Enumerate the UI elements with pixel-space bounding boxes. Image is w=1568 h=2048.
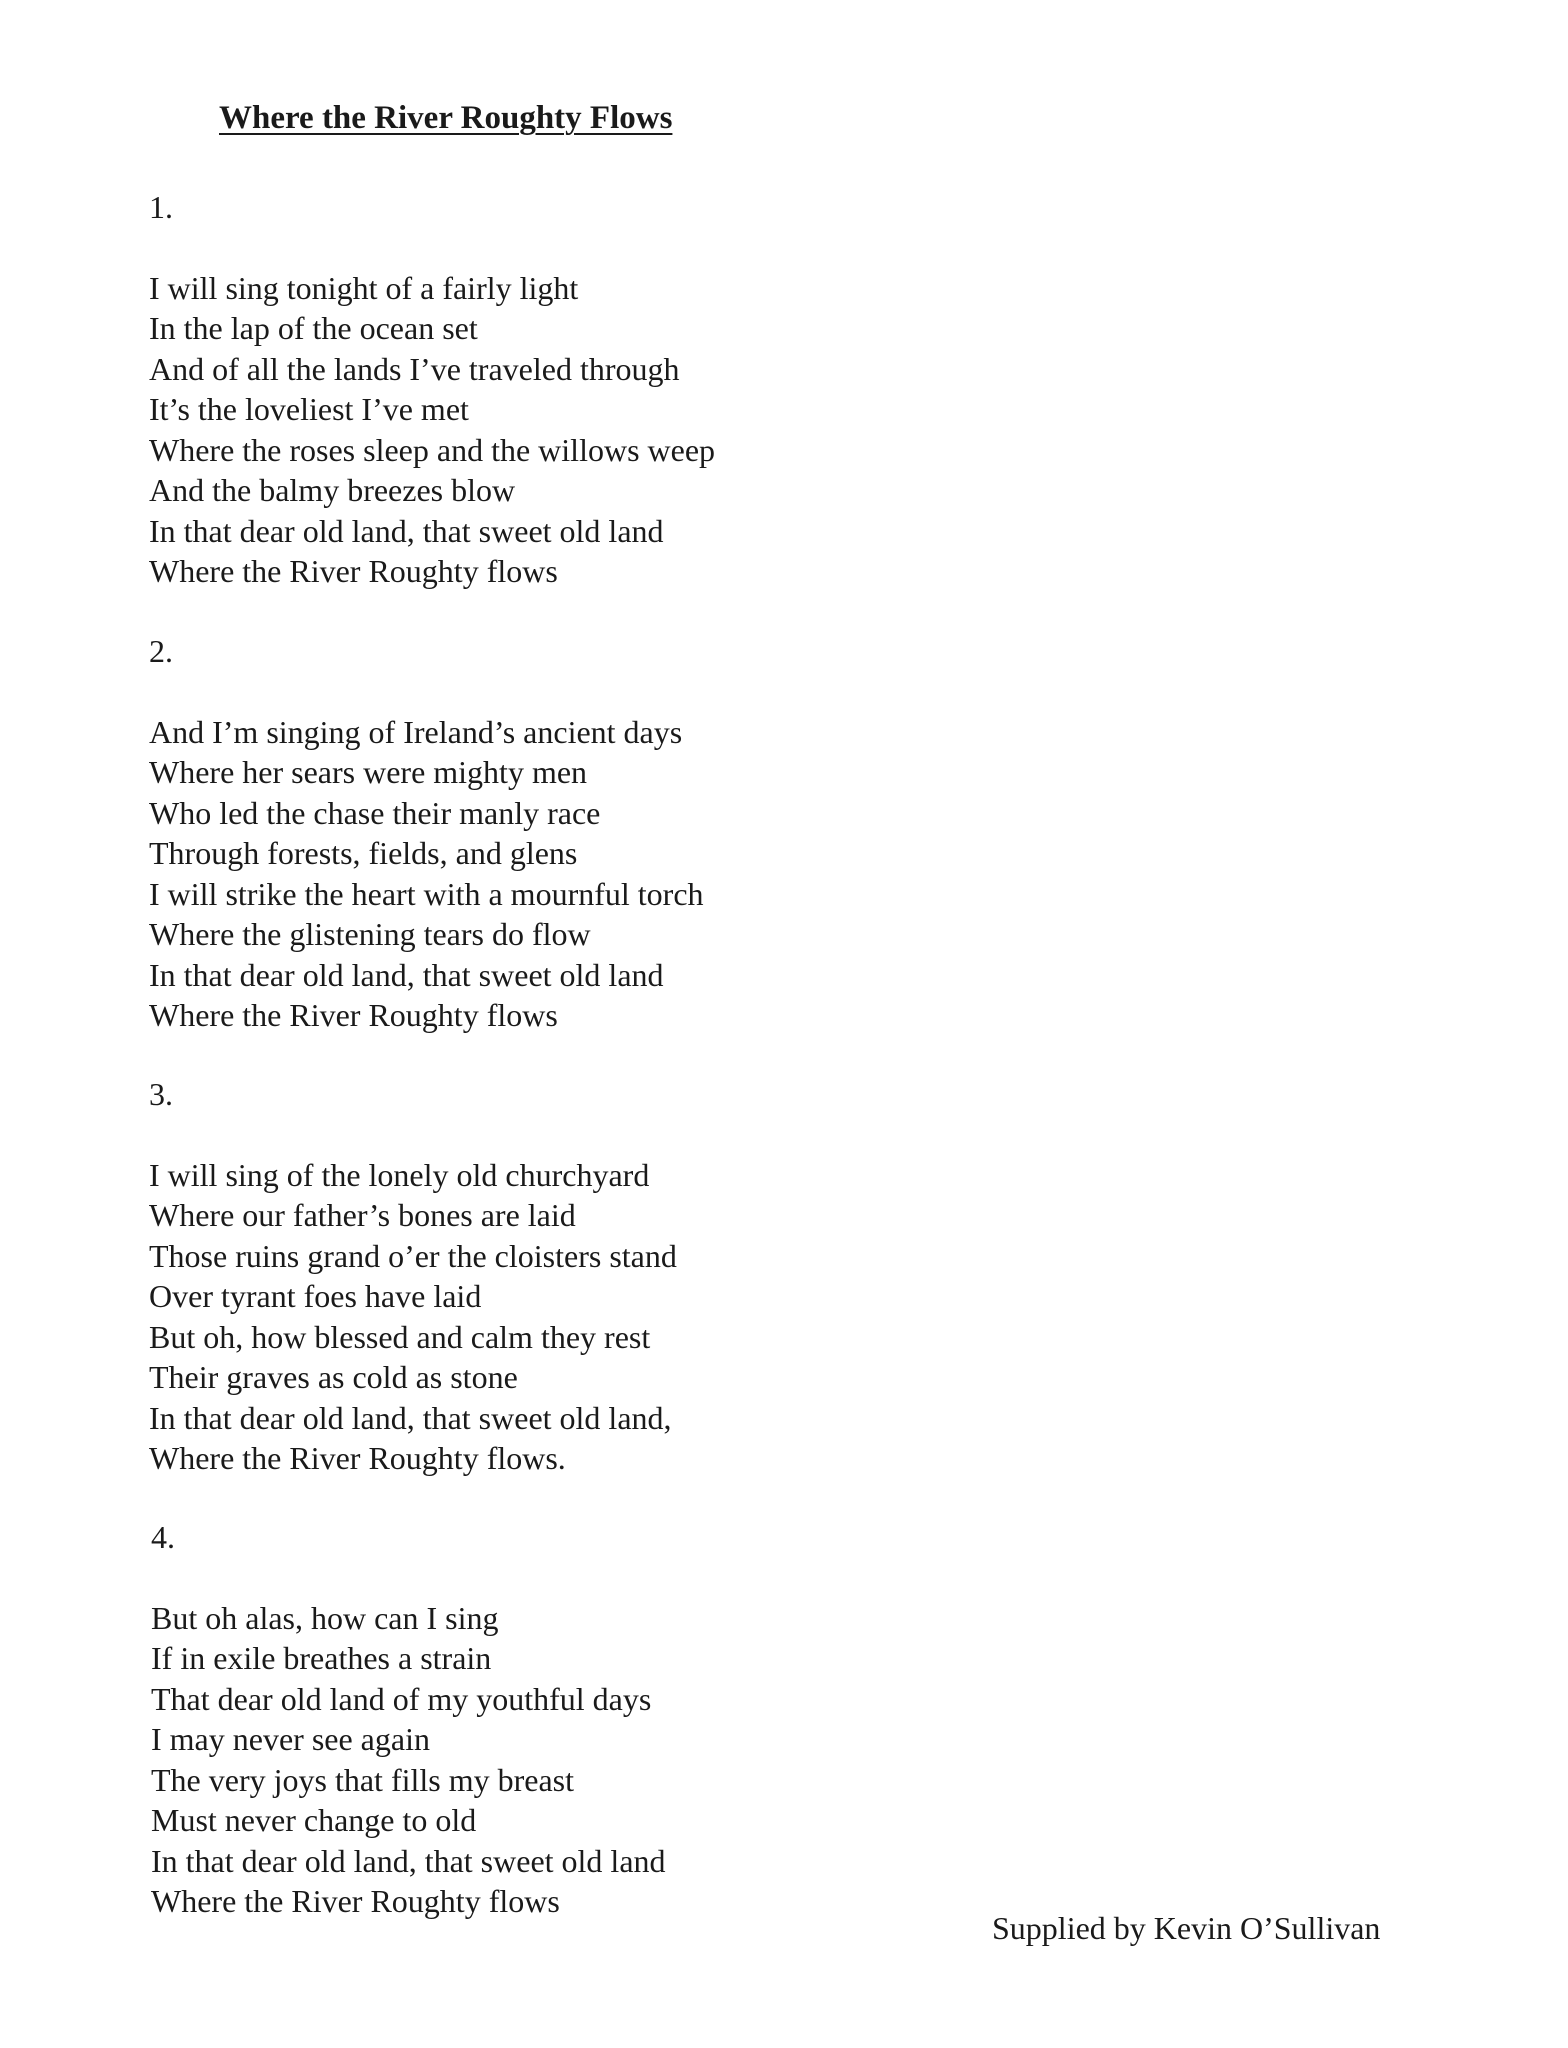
verse-line: But oh alas, how can I sing: [151, 1599, 499, 1636]
verse-line: Where the River Roughty flows: [149, 553, 558, 589]
verse-line: If in exile breathes a strain: [151, 1640, 492, 1676]
verse-line: Where her sears were mighty men: [149, 754, 588, 790]
verse-number: 3.: [149, 1076, 173, 1112]
verse-line: Where the River Roughty flows: [151, 1883, 560, 1919]
verse-line: Their graves as cold as stone: [149, 1359, 518, 1395]
verse-line: Where the glistening tears do flow: [149, 916, 591, 952]
verse-line: Over tyrant foes have laid: [149, 1278, 482, 1314]
verse-line: Where the River Roughty flows: [149, 997, 558, 1033]
verse-line: I will sing tonight of a fairly light: [149, 269, 579, 306]
verse: [149, 1074, 677, 1479]
verse: [149, 631, 704, 1036]
verse-line: Where our father’s bones are laid: [149, 1197, 576, 1233]
verse-line: But oh, how blessed and calm they rest: [149, 1318, 651, 1355]
verse-line: I may never see again: [151, 1721, 430, 1757]
verse-line: The very joys that fills my breast: [151, 1761, 575, 1798]
verse-line: In the lap of the ocean set: [149, 310, 478, 346]
supplied-by-credit: Supplied by Kevin O’Sullivan: [992, 1910, 1381, 1946]
verse-lines: [149, 1155, 677, 1479]
verse-line: In that dear old land, that sweet old land: [151, 1842, 666, 1879]
verse-line: In that dear old land, that sweet old land: [149, 956, 664, 993]
verse-line: That dear old land of my youthful days: [151, 1680, 652, 1717]
verse-line: Those ruins grand o’er the cloisters stand: [149, 1237, 677, 1274]
verse-line: Where the roses sleep and the willows weep: [149, 431, 716, 468]
verse-lines: [149, 712, 704, 1036]
verse-lines: [149, 268, 715, 592]
verse-line: And of all the lands I’ve traveled through: [149, 350, 680, 387]
verse-number: 2.: [149, 633, 173, 669]
verse-line: It’s the loveliest I’ve met: [149, 391, 469, 427]
verse-line: I will strike the heart with a mournful torch: [149, 875, 704, 912]
verse-line: In that dear old land, that sweet old land: [149, 512, 664, 549]
verse-line: And the balmy breezes blow: [149, 472, 516, 508]
verse-number: 1.: [149, 189, 173, 225]
verse-line: Who led the chase their manly race: [149, 794, 601, 831]
verse-line: And I’m singing of Ireland’s ancient days: [149, 713, 683, 750]
verse-line: Must never change to old: [151, 1802, 477, 1838]
verse: [149, 187, 715, 592]
verse-line: Through forests, fields, and glens: [149, 835, 578, 871]
verse: [151, 1517, 666, 1922]
verse-line: I will sing of the lonely old churchyard: [149, 1156, 650, 1193]
verse-number: 4.: [151, 1519, 175, 1555]
verse-line: In that dear old land, that sweet old land,: [149, 1399, 672, 1436]
song-title: Where the River Roughty Flows: [219, 100, 673, 136]
verse-line: Where the River Roughty flows.: [149, 1440, 566, 1476]
verse-lines: [151, 1598, 666, 1922]
